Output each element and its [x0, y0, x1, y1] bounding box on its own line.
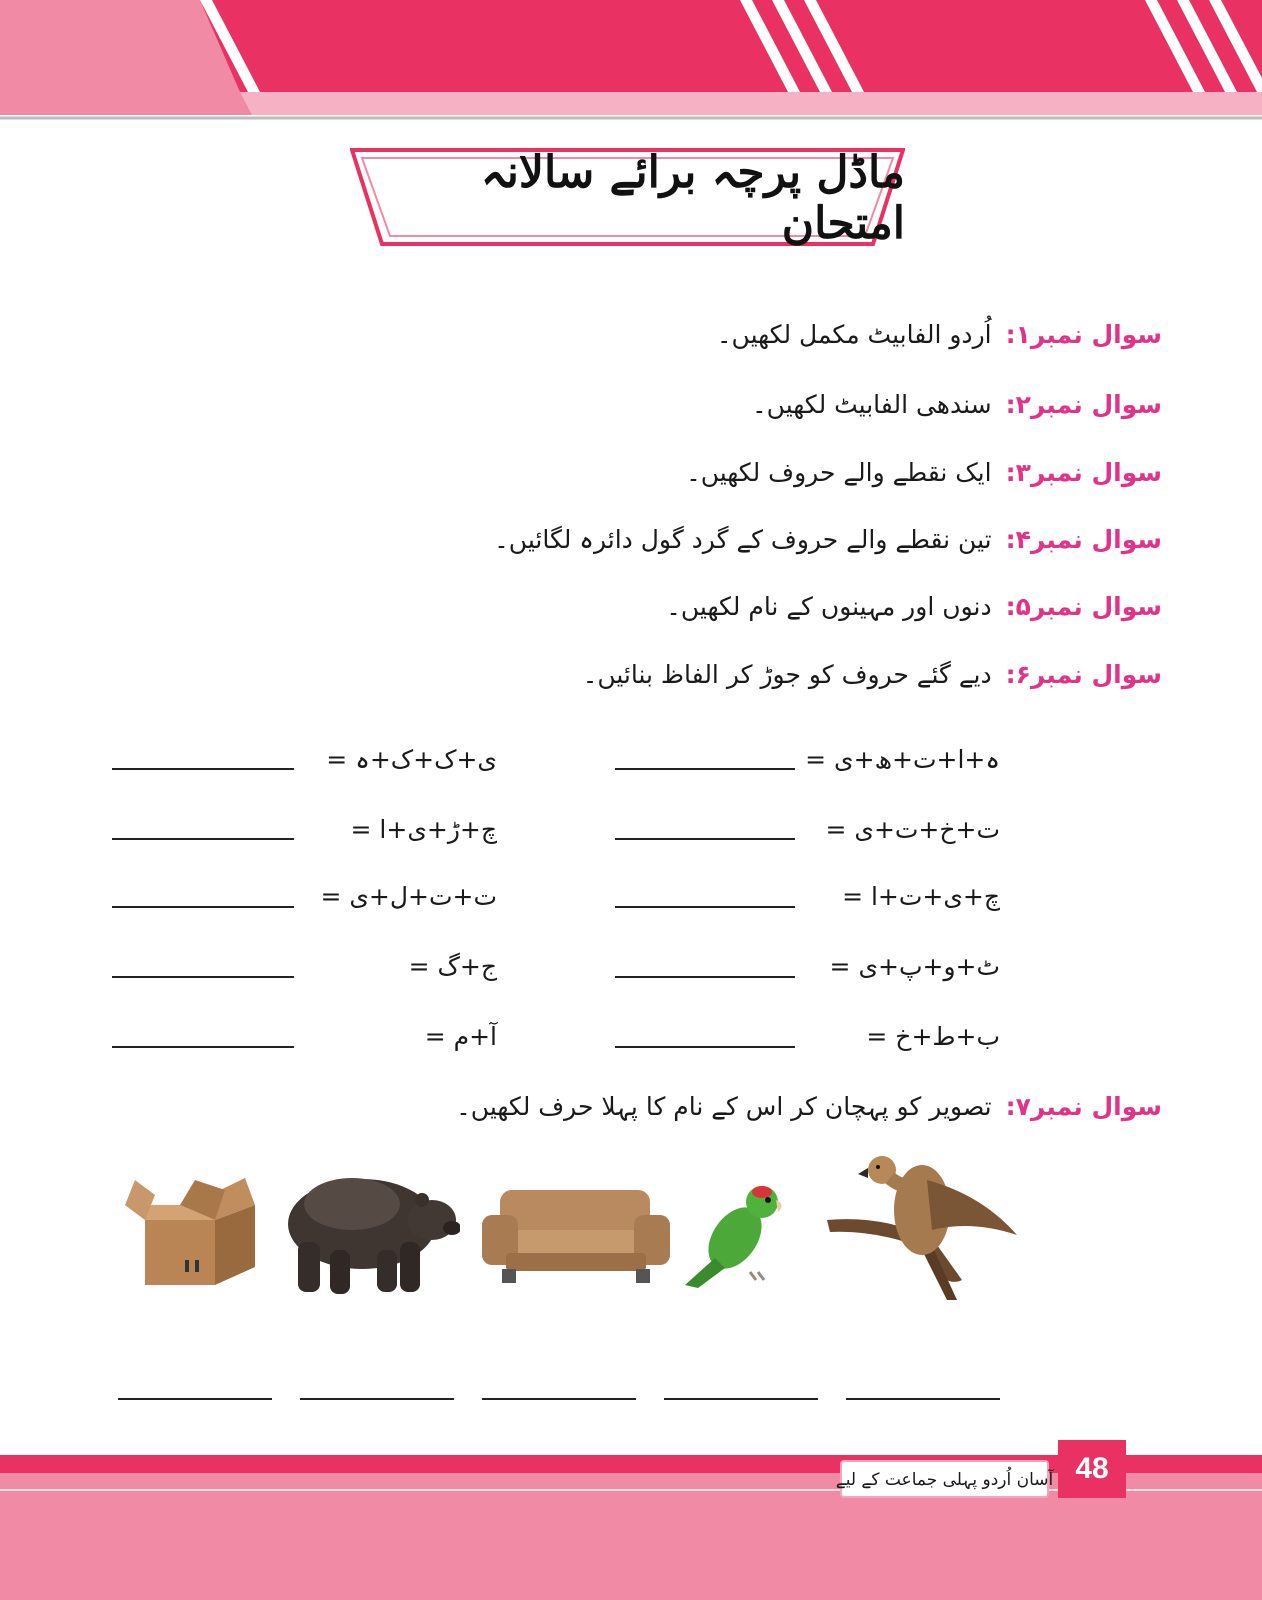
question-text: دیے گئے حروف کو جوڑ کر الفاظ بنائیں۔: [582, 660, 992, 689]
equation-right-1: ہ+ا+ت+ھ+ی =: [805, 745, 1000, 774]
answer-blank[interactable]: [615, 768, 795, 770]
question-text: سندھی الفابیٹ لکھیں۔: [752, 390, 992, 419]
answer-blank[interactable]: [615, 906, 795, 908]
equation-left-5: آ+م =: [424, 1022, 497, 1051]
equation-left-2: چ+ڑ+ی+ا =: [350, 815, 497, 844]
question-3: [686, 458, 1162, 487]
question-text: تصویر کو پہچان کر اس کے نام کا پہلا حرف لکھیں۔: [456, 1092, 992, 1121]
equation-left-4: ج+گ =: [408, 952, 497, 981]
question-text: ایک نقطے والے حروف لکھیں۔: [686, 458, 992, 487]
question-label: سوال نمبر۴:: [1005, 525, 1162, 554]
header-band: [0, 0, 1262, 125]
box-icon: [125, 1175, 265, 1290]
question-text: دنوں اور مہینوں کے نام لکھیں۔: [666, 592, 992, 621]
answer-blank[interactable]: [615, 976, 795, 978]
picture-answer-blank[interactable]: [846, 1398, 1000, 1400]
question-6: [583, 660, 1162, 689]
question-2: [752, 390, 1162, 419]
parrot-icon: [680, 1180, 795, 1290]
sofa-icon: [482, 1185, 670, 1285]
picture-answer-blank[interactable]: [118, 1398, 272, 1400]
equation-left-3: ت+ت+ل+ی =: [320, 882, 497, 911]
picture-answer-blank[interactable]: [664, 1398, 818, 1400]
question-label: سوال نمبر۲:: [1005, 390, 1162, 419]
answer-blank[interactable]: [112, 838, 294, 840]
equation-right-5: ب+ط+خ =: [866, 1022, 1000, 1051]
question-label: سوال نمبر۷:: [1005, 1092, 1162, 1121]
question-text: تین نقطے والے حروف کے گرد گول دائرہ لگائیں۔: [494, 525, 992, 554]
book-caption: آسان اُردو پہلی جماعت کے لیے: [840, 1460, 1049, 1498]
picture-answer-blank[interactable]: [482, 1398, 636, 1400]
question-label: سوال نمبر۵:: [1005, 592, 1162, 621]
page-title: ماڈل پرچہ برائے سالانہ امتحان: [480, 147, 905, 249]
equation-right-2: ت+خ+ت+ی =: [825, 815, 1000, 844]
equation-right-4: ٹ+و+پ+ی =: [829, 952, 1000, 981]
question-label: سوال نمبر۶:: [1005, 660, 1162, 689]
page-number: 48: [1058, 1440, 1126, 1498]
question-1: [717, 320, 1162, 349]
answer-blank[interactable]: [615, 1046, 795, 1048]
answer-blank[interactable]: [112, 976, 294, 978]
equation-right-3: چ+ی+ت+ا =: [842, 882, 1000, 911]
equation-left-1: ی+ک+ک+ہ =: [326, 745, 497, 774]
picture-answer-blank[interactable]: [300, 1398, 454, 1400]
bear-icon: [282, 1162, 460, 1302]
question-label: سوال نمبر۳:: [1005, 458, 1162, 487]
question-7: [456, 1092, 1162, 1121]
question-4: [494, 525, 1162, 554]
question-label: سوال نمبر۱:: [1005, 320, 1162, 349]
title-plaque: [350, 148, 905, 248]
answer-blank[interactable]: [112, 1046, 294, 1048]
eagle-icon: [822, 1150, 1022, 1305]
answer-blank[interactable]: [112, 906, 294, 908]
question-text: اُردو الفابیٹ مکمل لکھیں۔: [716, 320, 992, 349]
question-5: [666, 592, 1162, 621]
answer-blank[interactable]: [615, 838, 795, 840]
answer-blank[interactable]: [112, 768, 294, 770]
